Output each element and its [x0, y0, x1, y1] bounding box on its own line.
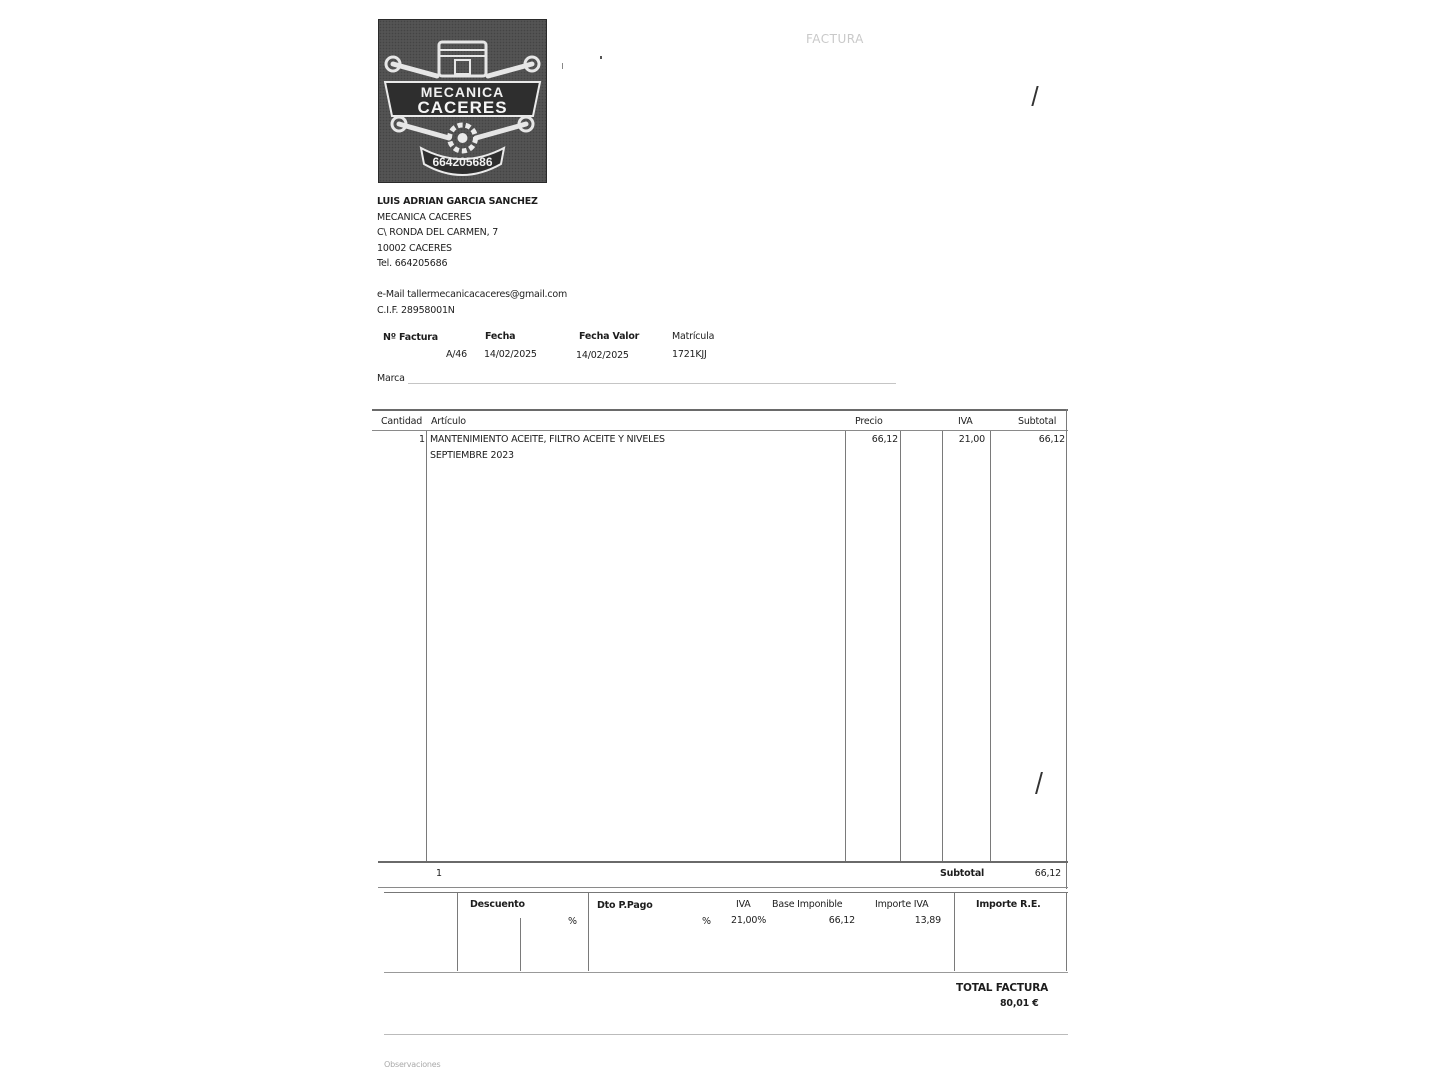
table-header-border: [372, 430, 1068, 431]
invoice-value-date-label: Fecha Valor: [579, 331, 640, 342]
table-top-border: [372, 409, 1068, 411]
total-label: TOTAL FACTURA: [956, 982, 1049, 994]
issuer-city: 10002 CACERES: [377, 243, 452, 254]
summary-divider: [1066, 893, 1067, 971]
scan-speck: [1031, 86, 1040, 106]
footer-border: [378, 887, 1068, 888]
row-qty: 1: [419, 434, 425, 445]
vat-amount-value: 13,89: [914, 915, 941, 926]
col-divider: [900, 431, 901, 861]
tax-base-value: 66,12: [828, 915, 855, 926]
scan-speck: [1035, 772, 1045, 794]
invoice-date-label: Fecha: [485, 331, 516, 342]
summary-bottom-border: [384, 972, 1068, 973]
scan-speck: [562, 63, 563, 69]
col-divider: [845, 431, 846, 861]
observations-label: Observaciones: [384, 1060, 441, 1069]
table-right-border: [1066, 409, 1067, 889]
row-price: 66,12: [871, 434, 898, 445]
issuer-email: e-Mail tallermecanicacaceres@gmail.com: [377, 289, 568, 300]
issuer-name: LUIS ADRIAN GARCIA SANCHEZ: [377, 196, 538, 207]
discount-pct-sign: %: [568, 916, 577, 927]
scan-speck: [600, 56, 602, 59]
logo-line2: CACERES: [417, 98, 508, 117]
header-subtotal: Subtotal: [1018, 416, 1057, 427]
tax-base-label: Base Imponible: [772, 899, 843, 910]
logo-phone: 664205686: [432, 155, 493, 169]
re-amount-label: Importe R.E.: [976, 899, 1041, 910]
table-bottom-border: [378, 861, 1068, 863]
invoice-number-value: A/46: [446, 349, 467, 360]
vat-label: IVA: [736, 899, 751, 910]
vat-value: 21,00%: [731, 915, 767, 926]
summary-divider: [457, 893, 458, 971]
document-title: FACTURA: [806, 32, 864, 46]
early-payment-label: Dto P.Pago: [597, 900, 653, 911]
issuer-phone: Tel. 664205686: [377, 258, 448, 269]
invoice-plate-label: Matrícula: [672, 331, 715, 342]
footer-subtotal-label: Subtotal: [940, 868, 985, 879]
issuer-cif: C.I.F. 28958001N: [377, 305, 455, 316]
header-vat: IVA: [958, 416, 973, 427]
header-qty: Cantidad: [381, 416, 423, 427]
footer-qty-total: 1: [436, 868, 442, 879]
footer-rule: [384, 1034, 1068, 1035]
invoice-value-date-value: 14/02/2025: [576, 350, 629, 361]
vat-amount-label: Importe IVA: [875, 899, 929, 910]
company-logo: [378, 19, 547, 183]
early-payment-pct-sign: %: [702, 916, 711, 927]
col-divider: [990, 431, 991, 861]
row-vat: 21,00: [958, 434, 985, 445]
total-value: 80,01 €: [1000, 998, 1039, 1009]
col-divider: [426, 431, 427, 861]
row-subtotal: 66,12: [1038, 434, 1065, 445]
discount-label: Descuento: [470, 899, 525, 910]
brand-label: Marca: [377, 373, 405, 384]
summary-divider: [954, 893, 955, 971]
invoice-date-value: 14/02/2025: [484, 349, 537, 360]
summary-top-border: [384, 892, 1068, 893]
issuer-business: MECANICA CACERES: [377, 212, 472, 223]
header-price: Precio: [855, 416, 883, 427]
row-article-line1: MANTENIMIENTO ACEITE, FILTRO ACEITE Y NIVELES: [430, 434, 665, 445]
invoice-number-label: Nº Factura: [383, 332, 438, 343]
summary-divider: [588, 893, 589, 971]
logo-line1: MECANICA: [420, 84, 505, 100]
header-article: Artículo: [431, 416, 466, 427]
footer-subtotal-value: 66,12: [1034, 868, 1061, 879]
row-article-line2: SEPTIEMBRE 2023: [430, 450, 514, 461]
issuer-address: C\ RONDA DEL CARMEN, 7: [377, 227, 499, 238]
col-divider: [942, 431, 943, 861]
summary-divider: [520, 918, 521, 971]
invoice-plate-value: 1721KJJ: [672, 349, 707, 360]
brand-underline: [408, 383, 896, 384]
